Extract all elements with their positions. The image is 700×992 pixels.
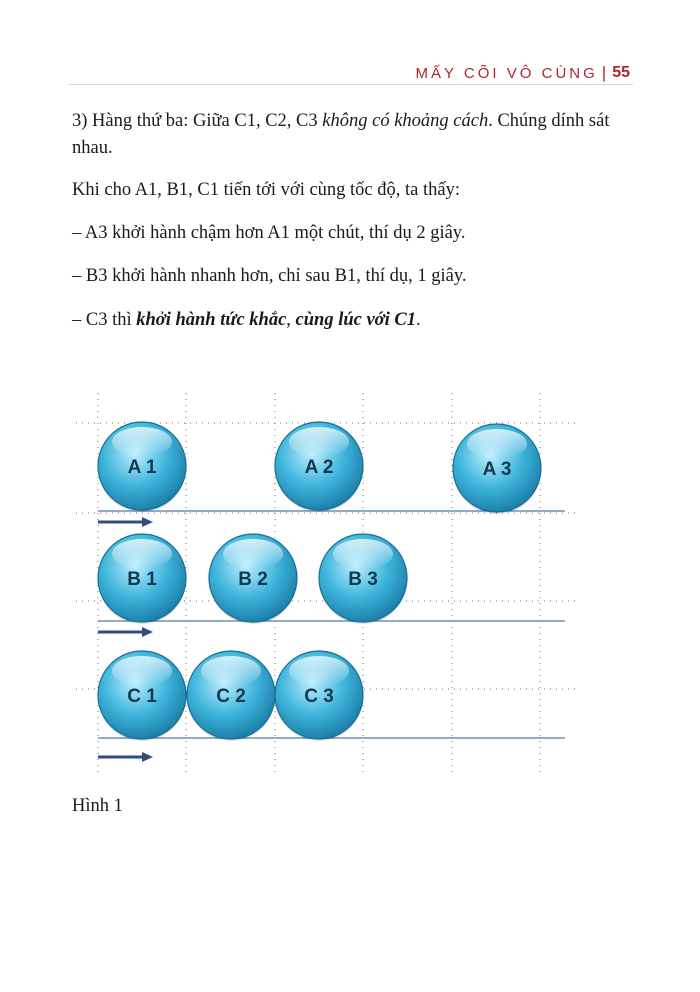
figure-caption: Hình 1 (72, 796, 123, 816)
ball-label-c1: C 1 (127, 686, 157, 707)
row-a (98, 422, 541, 514)
ball-a3 (453, 424, 541, 514)
ball-a1 (98, 422, 186, 512)
ball-b1 (98, 534, 186, 624)
ball-label-a1: A 1 (127, 457, 157, 478)
row-b (98, 534, 407, 624)
ball-c1 (98, 651, 186, 741)
paragraph-b3: – B3 khởi hành nhanh hơn, chỉ sau B1, thí dụ, 1 giây. (72, 266, 467, 286)
ball-label-b3: B 3 (348, 569, 378, 590)
page-number: 55 (612, 64, 630, 81)
ball-label-b2: B 2 (238, 569, 268, 590)
ball-b3 (319, 534, 407, 624)
direction-arrow-icon (98, 517, 153, 527)
direction-arrow-icon (98, 752, 153, 762)
balls (98, 422, 541, 741)
ball-label-a3: A 3 (482, 459, 512, 480)
direction-arrow-icon (98, 627, 153, 637)
ball-label-c2: C 2 (216, 686, 246, 707)
p5-text-end: . (415, 310, 421, 330)
ball-label-b1: B 1 (127, 569, 157, 590)
p5-bold-same-time: cùng lúc với C1 (295, 310, 416, 330)
p1-emphasis: không có khoảng cách (322, 111, 489, 131)
ball-a2 (275, 422, 363, 512)
p5-comma: , (286, 310, 296, 330)
ball-label-c3: C 3 (304, 686, 334, 707)
book-title: MẤY CÕI VÔ CÙNG (415, 64, 598, 82)
p1-text-start: 3) Hàng thứ ba: Giữa C1, C2, C3 (72, 111, 323, 131)
ball-c2 (187, 651, 275, 741)
row-c (98, 651, 363, 741)
header-separator: | (601, 63, 607, 82)
paragraph-same-speed: Khi cho A1, B1, C1 tiến tới với cùng tốc độ, ta thấy: (72, 180, 460, 200)
p5-bold-immediate: khởi hành tức khắc (136, 310, 287, 330)
ball-c3 (275, 651, 363, 741)
ball-label-a2: A 2 (304, 457, 334, 478)
p1-text-end: . Chúng dính sát nhau. (72, 111, 610, 158)
paragraph-a3: – A3 khởi hành chậm hơn A1 một chút, thí dụ 2 giây. (72, 223, 466, 243)
ball-b2 (209, 534, 297, 624)
p5-text-start: – C3 thì (72, 310, 137, 330)
